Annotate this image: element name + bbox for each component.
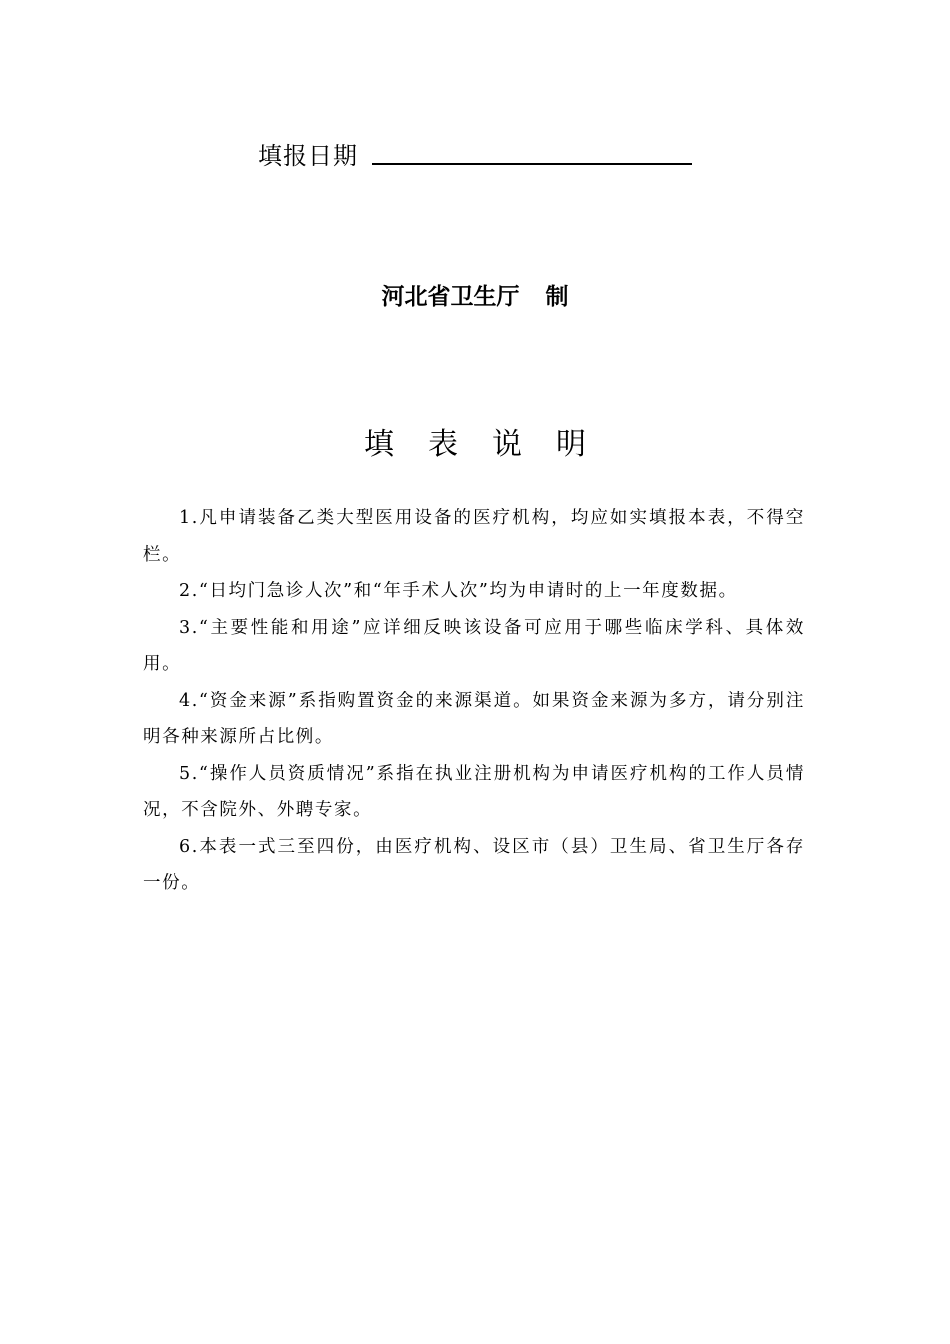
instruction-item-2: 2.“日均门急诊人次”和“年手术人次”均为申请时的上一年度数据。 — [179, 581, 738, 601]
instruction-item-5: 5.“操作人员资质情况”系指在执业注册机构为申请医疗机构的工作人员情况，不含院外、外聘专家。 — [143, 763, 805, 820]
issuer-org: 河北省卫生厅 — [381, 284, 520, 310]
issuer-suffix: 制 — [545, 284, 569, 310]
instructions-title: 填表说明 — [364, 427, 620, 462]
instruction-item-3: 3.“主要性能和用途”应详细反映该设备可应用于哪些临床学科、具体效用。 — [143, 617, 805, 674]
fill-date-label: 填报日期 — [258, 142, 358, 170]
instruction-item-1: 1.凡申请装备乙类大型医用设备的医疗机构，均应如实填报本表，不得空栏。 — [143, 508, 805, 565]
instructions-list — [143, 500, 805, 902]
issuer-line — [0, 281, 950, 313]
instruction-item-4: 4.“资金来源”系指购置资金的来源渠道。如果资金来源为多方，请分别注明各种来源所占比例。 — [143, 690, 805, 747]
fill-date-blank-line — [372, 163, 692, 165]
fill-date-row — [258, 131, 692, 171]
instruction-item-6: 6.本表一式三至四份，由医疗机构、设区市（县）卫生局、省卫生厅各存一份。 — [143, 836, 805, 893]
